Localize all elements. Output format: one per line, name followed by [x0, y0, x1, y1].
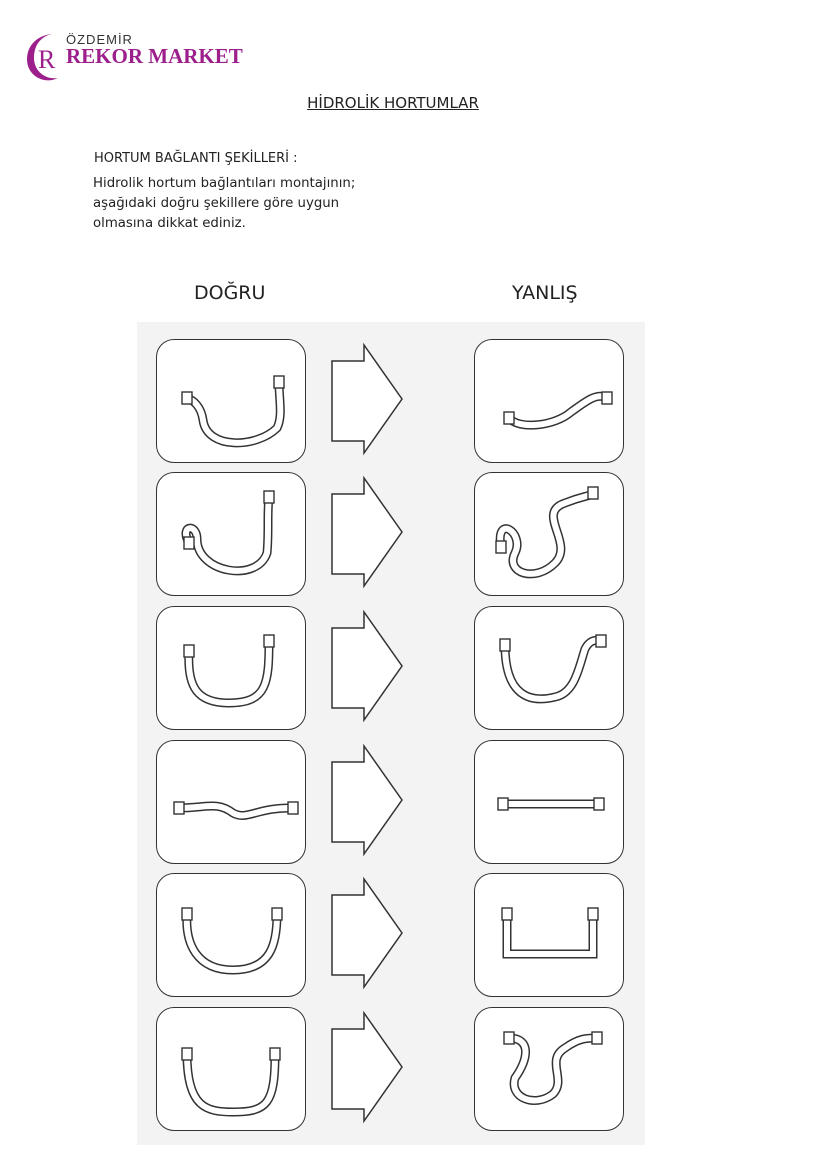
- correct-example-card: [156, 339, 306, 463]
- hose-fitting: [264, 635, 274, 647]
- hose-u-bend-icon: [189, 641, 269, 703]
- brand-name: REKOR MARKET: [66, 44, 243, 68]
- correct-example-card: [156, 472, 306, 596]
- hose-fitting: [588, 487, 598, 499]
- hose-fitting: [274, 376, 284, 388]
- hose-fitting: [592, 1032, 602, 1044]
- brand-logo: [22, 28, 252, 88]
- hose-squared-u-icon: [507, 914, 593, 954]
- hose-double-loop-icon: [500, 493, 593, 574]
- instruction-line: aşağıdaki doğru şekillere göre uygun: [93, 196, 340, 211]
- hose-slack-straight-icon: [179, 806, 293, 816]
- page-title: HİDROLİK HORTUMLAR: [307, 94, 479, 112]
- arrow-right-icon: [330, 606, 406, 730]
- incorrect-example-card: [474, 873, 624, 997]
- correct-example-card: [156, 740, 306, 864]
- hose-u-bend-elbows-icon: [187, 382, 280, 443]
- brand-crescent-icon: [22, 28, 66, 84]
- svg-text:R: R: [38, 45, 56, 74]
- hose-fitting: [184, 537, 194, 549]
- hose-fitting: [184, 645, 194, 657]
- hose-fitting: [182, 392, 192, 404]
- hose-fitting: [498, 798, 508, 810]
- hose-fitting: [182, 1048, 192, 1060]
- correct-example-card: [156, 606, 306, 730]
- instruction-line: olmasına dikkat ediniz.: [93, 216, 246, 231]
- hose-fitting: [272, 908, 282, 920]
- hose-fitting: [270, 1048, 280, 1060]
- brand-top-text: ÖZDEMİR: [66, 32, 133, 47]
- hose-u-with-loop-icon: [186, 497, 269, 571]
- hose-fitting: [264, 491, 274, 503]
- hose-fitting: [174, 802, 184, 814]
- hose-fitting: [288, 802, 298, 814]
- arrow-right-icon: [330, 1007, 406, 1131]
- hose-fitting: [594, 798, 604, 810]
- column-heading-correct: DOĞRU: [194, 282, 266, 304]
- arrow-right-icon: [330, 339, 406, 463]
- incorrect-example-card: [474, 472, 624, 596]
- hose-fitting: [502, 908, 512, 920]
- incorrect-example-card: [474, 339, 624, 463]
- correct-example-card: [156, 1007, 306, 1131]
- hose-wide-u-icon: [187, 1054, 275, 1112]
- hose-fitting: [182, 908, 192, 920]
- arrow-right-icon: [330, 472, 406, 596]
- section-subheading: HORTUM BAĞLANTI ŞEKİLLERİ :: [94, 151, 298, 166]
- hose-fitting: [500, 639, 510, 651]
- incorrect-example-card: [474, 740, 624, 864]
- column-heading-incorrect: YANLIŞ: [512, 282, 578, 304]
- instruction-line: Hidrolik hortum bağlantıları montajının;: [93, 176, 356, 191]
- hose-fitting: [602, 392, 612, 404]
- instruction-text: [93, 174, 355, 234]
- hose-fitting: [588, 908, 598, 920]
- incorrect-example-card: [474, 606, 624, 730]
- hose-twisted-loop-icon: [509, 1038, 597, 1101]
- hose-fitting: [596, 635, 606, 647]
- arrow-right-icon: [330, 740, 406, 864]
- hose-fitting: [504, 412, 514, 424]
- hose-deep-u-icon: [187, 914, 277, 970]
- hose-s-curve-icon: [509, 396, 607, 425]
- hose-u-offset-icon: [505, 640, 601, 699]
- arrow-right-icon: [330, 873, 406, 997]
- incorrect-example-card: [474, 1007, 624, 1131]
- hose-fitting: [504, 1032, 514, 1044]
- hose-fitting: [496, 541, 506, 553]
- correct-example-card: [156, 873, 306, 997]
